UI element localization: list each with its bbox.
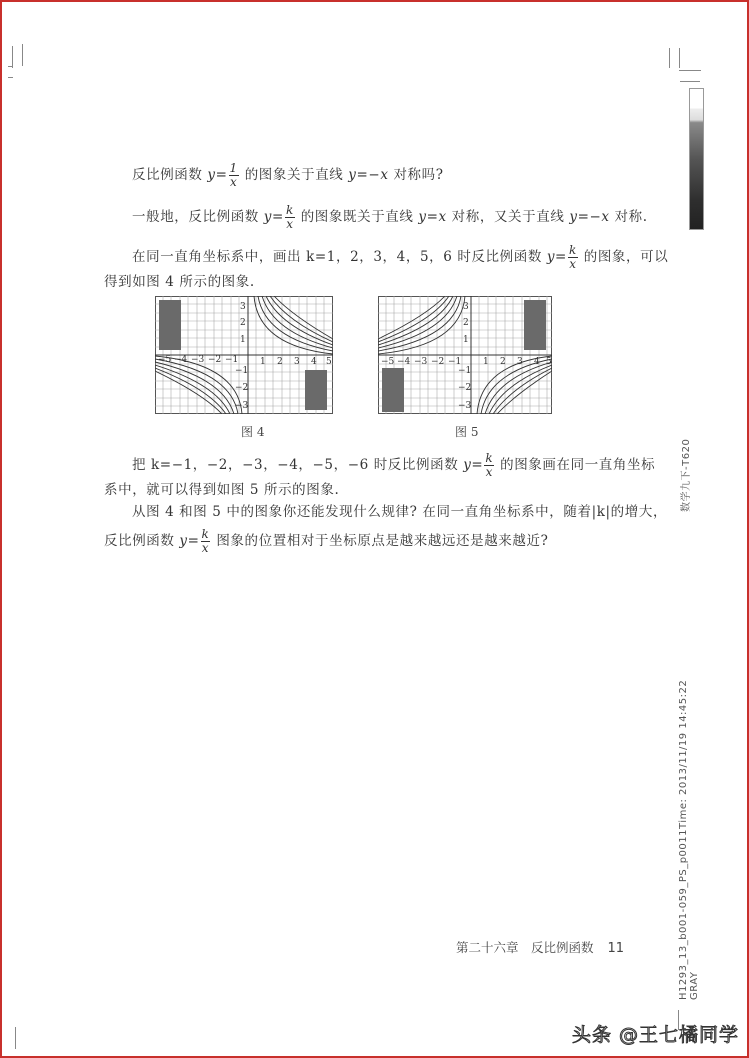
text: 对称吗? — [388, 167, 444, 183]
numerator: k — [485, 451, 494, 465]
text: 的图象画在同一直角坐标 — [495, 457, 656, 473]
svg-text:−2: −2 — [208, 355, 222, 365]
paragraph-3 — [132, 244, 668, 271]
page-number: 11 — [607, 941, 625, 956]
side-label: 数学九下-T620 — [681, 438, 692, 512]
grayscale-calibration-bar — [689, 88, 704, 230]
text: 的图象关于直线 — [239, 167, 349, 183]
svg-text:−1: −1 — [225, 355, 239, 365]
denominator: x — [569, 257, 577, 271]
svg-text:2: 2 — [500, 357, 506, 367]
svg-text:1: 1 — [483, 357, 489, 367]
svg-text:−1: −1 — [235, 366, 249, 376]
fraction — [201, 528, 211, 555]
text: 对称，又关于直线 — [446, 209, 570, 225]
svg-text:−5: −5 — [381, 357, 395, 367]
text: 把 — [132, 457, 151, 473]
crop-mark — [8, 77, 13, 78]
svg-text:−3: −3 — [458, 401, 472, 411]
paragraph-5-cont — [104, 528, 548, 555]
math: y= — [546, 249, 567, 265]
text: 反比例函数 — [104, 533, 180, 549]
svg-text:5: 5 — [546, 357, 552, 367]
svg-text:1: 1 — [260, 357, 266, 367]
math: y= — [207, 167, 228, 183]
paragraph-1 — [132, 162, 444, 189]
svg-text:2: 2 — [240, 318, 246, 328]
svg-text:−2: −2 — [431, 357, 445, 367]
fraction — [229, 162, 239, 189]
crop-mark — [15, 1027, 16, 1049]
fraction — [285, 204, 295, 231]
denominator: x — [286, 217, 294, 231]
svg-text:−3: −3 — [235, 401, 249, 411]
figure-4-graph — [155, 296, 333, 414]
chapter-title: 第二十六章 反比例函数 — [456, 940, 594, 955]
figure-5-caption: 图 5 — [455, 425, 479, 439]
svg-text:3: 3 — [294, 357, 300, 367]
paragraph-4 — [132, 452, 655, 479]
math: k=1，2，3，4，5，6 — [306, 249, 453, 265]
math: y=−x — [348, 167, 389, 183]
crop-mark — [679, 48, 680, 68]
numerator: 1 — [229, 161, 238, 175]
numerator: k — [568, 243, 577, 257]
page-footer — [456, 938, 624, 956]
paragraph-2 — [132, 204, 648, 231]
svg-text:2: 2 — [277, 357, 283, 367]
watermark: 头条 @王七橘同学 — [572, 1024, 740, 1046]
math: y= — [263, 209, 284, 225]
svg-text:3: 3 — [517, 357, 523, 367]
fraction — [568, 244, 578, 271]
side-meta-line1: H1293_13_b001-059_PS_p0011Time: 2013/11/19 14:45:22 — [678, 679, 689, 1000]
svg-text:4: 4 — [311, 357, 317, 367]
numerator: k — [201, 527, 210, 541]
svg-text:4: 4 — [534, 357, 540, 367]
paragraph-5: 从图 4 和图 5 中的图象你还能发现什么规律? 在同一直角坐标系中，随着|k|的增大， — [132, 504, 668, 520]
crop-mark — [8, 66, 13, 67]
denominator: x — [201, 541, 210, 555]
svg-text:3: 3 — [463, 302, 469, 312]
crop-mark — [12, 46, 13, 68]
numerator: k — [285, 203, 294, 217]
svg-text:−1: −1 — [458, 366, 472, 376]
text: 一般地，反比例函数 — [132, 209, 264, 225]
svg-text:1: 1 — [240, 335, 246, 345]
side-meta-line2: GRAY — [689, 971, 700, 1000]
svg-text:2: 2 — [463, 318, 469, 328]
text: 的图象，可以 — [578, 249, 669, 265]
fraction — [484, 452, 494, 479]
svg-text:5: 5 — [326, 357, 332, 367]
crop-mark — [679, 70, 701, 71]
denominator: x — [485, 465, 493, 479]
svg-text:−3: −3 — [191, 355, 205, 365]
figure-5-graph — [378, 296, 552, 414]
math: y= — [179, 533, 200, 549]
svg-text:−2: −2 — [235, 383, 249, 393]
svg-text:1: 1 — [463, 335, 469, 345]
paragraph-3-cont: 得到如图 4 所示的图象. — [104, 274, 255, 290]
math: y=x — [418, 209, 447, 225]
text: 图象的位置相对于坐标原点是越来越远还是越来越近? — [211, 533, 549, 549]
text: 的图象既关于直线 — [295, 209, 419, 225]
text: 时反比例函数 — [452, 249, 547, 265]
denominator: x — [229, 175, 238, 189]
figure-4-caption: 图 4 — [241, 425, 265, 439]
svg-text:−4: −4 — [397, 357, 411, 367]
paragraph-4-cont: 系中，就可以得到如图 5 所示的图象. — [104, 482, 340, 498]
svg-text:−3: −3 — [414, 357, 428, 367]
svg-text:3: 3 — [240, 302, 246, 312]
svg-text:−4: −4 — [174, 355, 188, 365]
text: 时反比例函数 — [368, 457, 464, 473]
math: k=−1，−2，−3，−4，−5，−6 — [151, 457, 369, 473]
text: 对称. — [609, 209, 648, 225]
svg-text:−2: −2 — [458, 383, 472, 393]
text: 反比例函数 — [132, 167, 208, 183]
svg-text:−1: −1 — [448, 357, 462, 367]
math: y= — [463, 457, 484, 473]
crop-mark — [680, 81, 700, 82]
crop-mark — [669, 48, 670, 68]
svg-text:−5: −5 — [158, 355, 172, 365]
math: y=−x — [569, 209, 610, 225]
text: 在同一直角坐标系中，画出 — [132, 249, 307, 265]
crop-mark — [22, 44, 23, 66]
